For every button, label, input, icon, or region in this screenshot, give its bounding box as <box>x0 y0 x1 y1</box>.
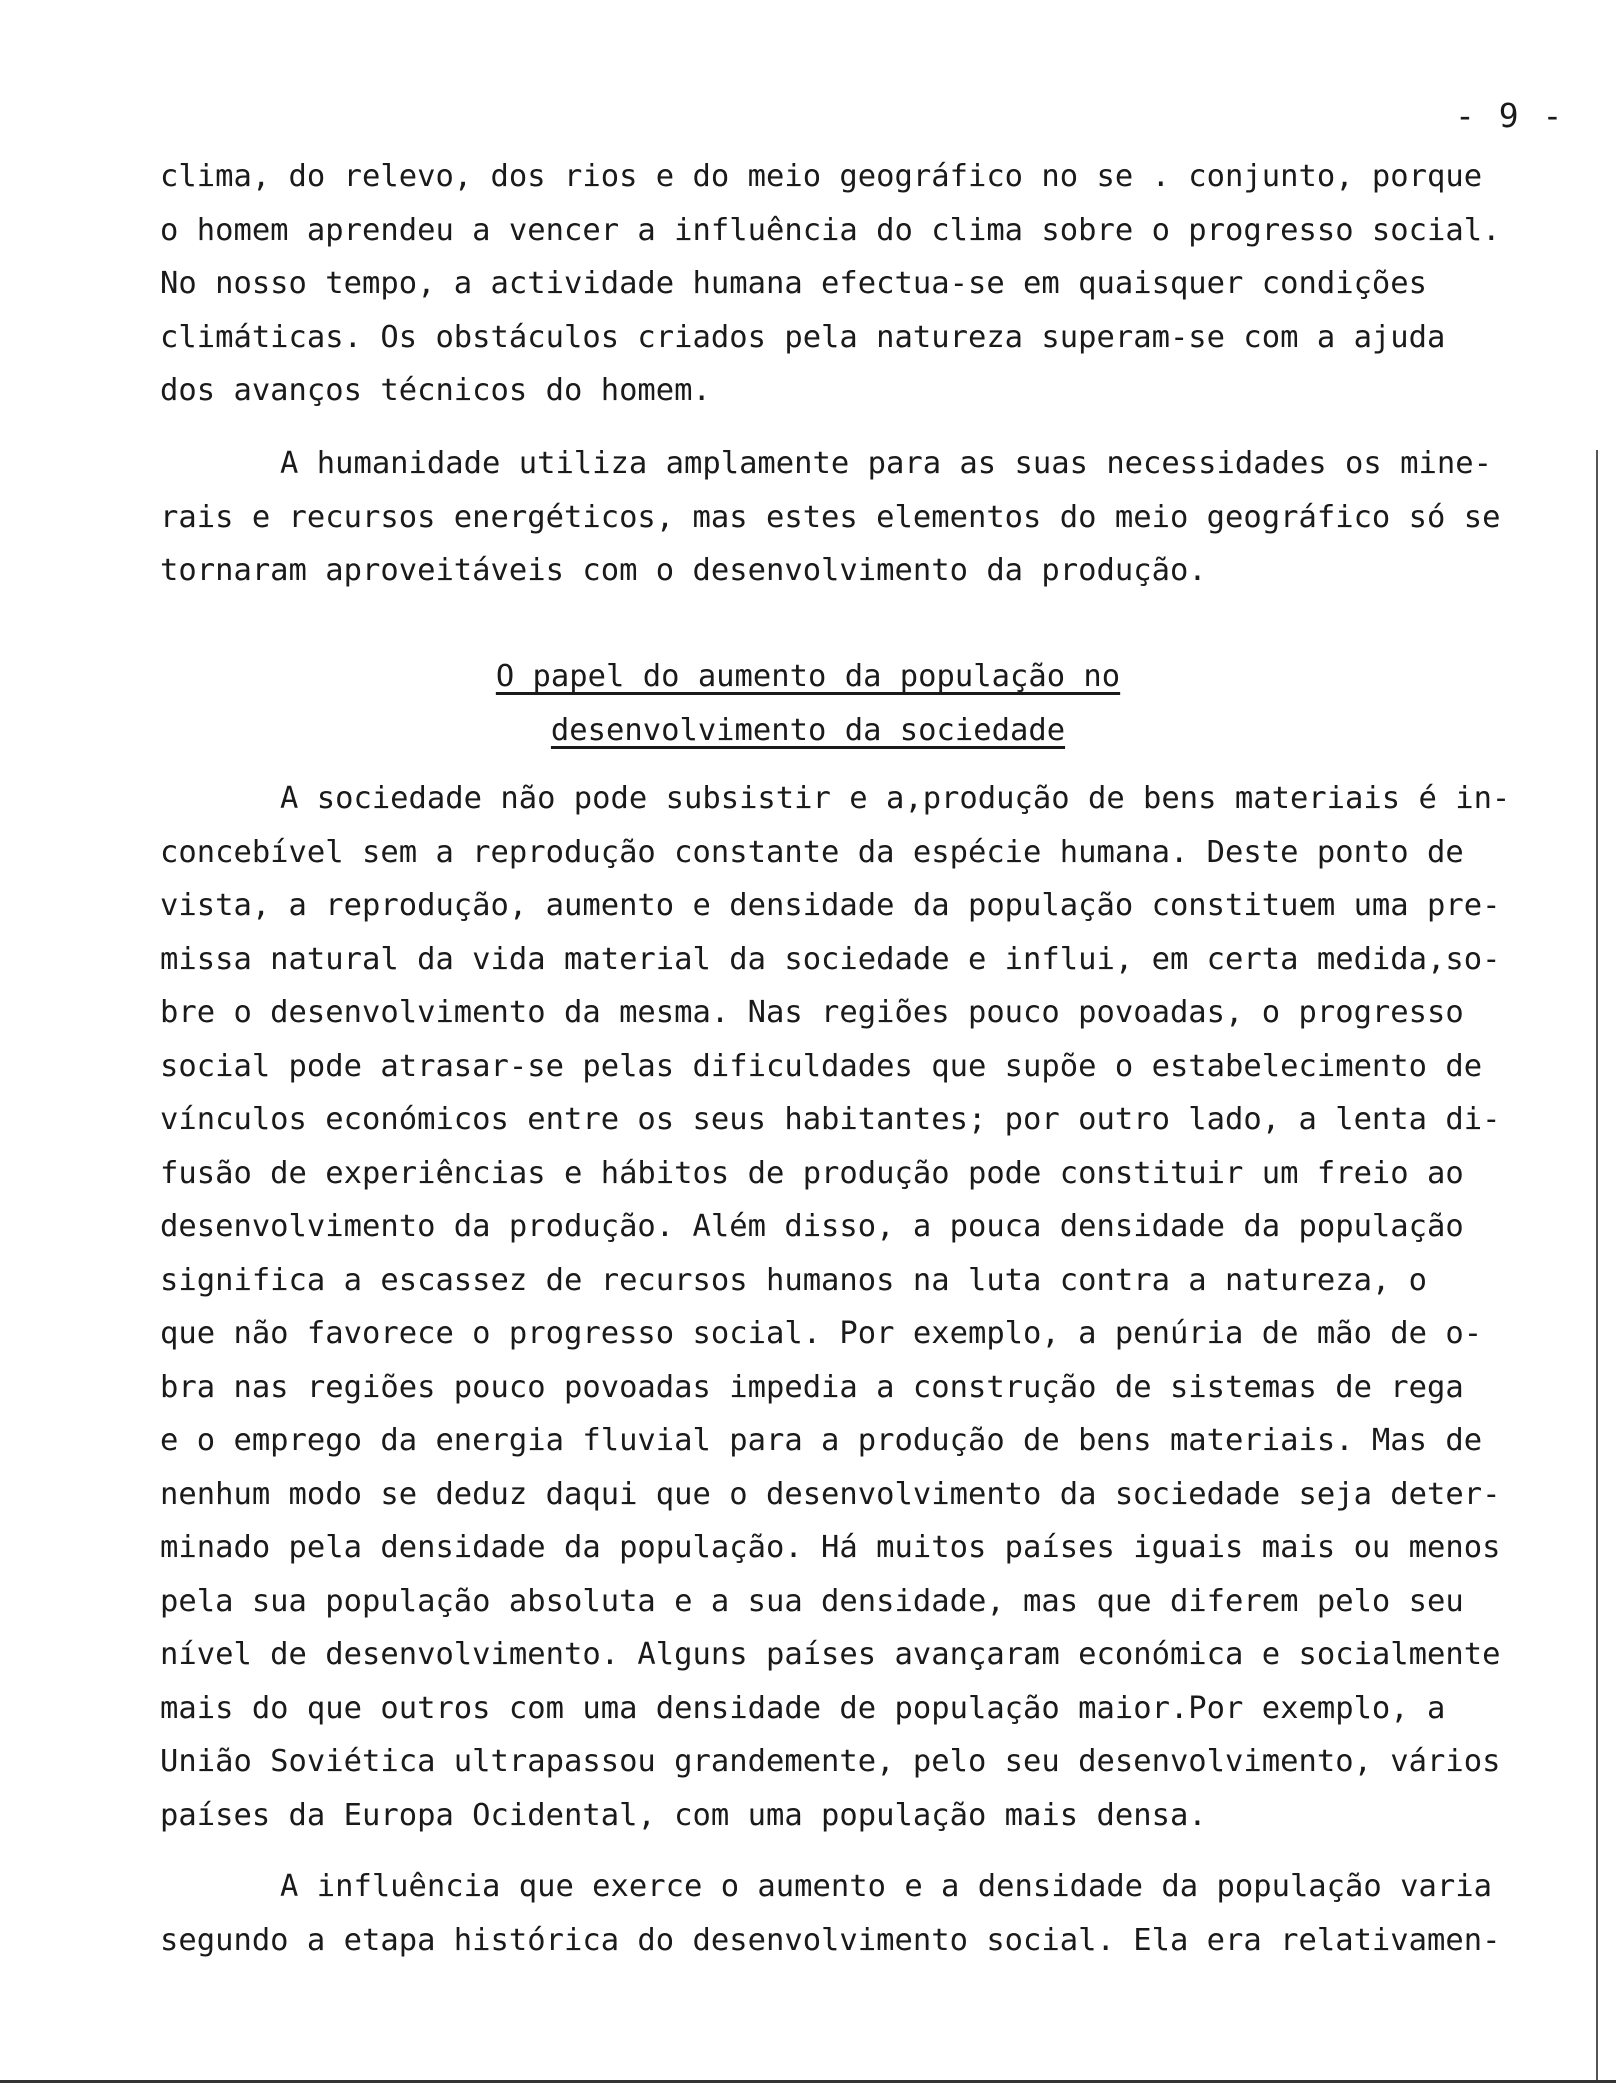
text-line: União Soviética ultrapassou grandemente, pelo seu desenvolvimento, vários <box>160 1744 1501 1779</box>
text-line: países da Europa Ocidental, com uma população mais densa. <box>160 1797 1207 1833</box>
text-line: pela sua população absoluta e a sua densidade, mas que diferem pelo seu <box>160 1583 1464 1619</box>
text-line: segundo a etapa histórica do desenvolvimento social. Ela era relativamen- <box>160 1922 1501 1958</box>
bottom-edge-rule <box>0 2080 1616 2083</box>
text-line: A sociedade não pode subsistir e a,produção de bens materiais é in- <box>280 781 1511 816</box>
text-line: dos avanços técnicos do homem. <box>160 373 711 408</box>
text-line: o homem aprendeu a vencer a influência do clima sobre o progresso social. <box>160 212 1501 248</box>
section-heading-text: desenvolvimento da sociedade <box>550 713 1066 748</box>
paragraph-2 <box>160 437 1600 598</box>
section-heading-line-2 <box>0 704 1616 758</box>
paragraph-3 <box>160 772 1600 1842</box>
text-line: vínculos económicos entre os seus habitantes; por outro lado, a lenta di- <box>160 1102 1501 1137</box>
text-line: missa natural da vida material da sociedade e influi, em certa medida,so- <box>160 941 1501 977</box>
paragraph-4 <box>160 1860 1600 1967</box>
page-number: - 9 - <box>1455 96 1565 135</box>
text-line: bre o desenvolvimento da mesma. Nas regiões pouco povoadas, o progresso <box>160 995 1464 1030</box>
text-line: rais e recursos energéticos, mas estes elementos do meio geográfico só se <box>160 499 1501 535</box>
text-line: tornaram aproveitáveis com o desenvolvimento da produção. <box>160 553 1207 588</box>
text-line: significa a escassez de recursos humanos na luta contra a natureza, o <box>160 1262 1428 1298</box>
text-line: e o emprego da energia fluvial para a produção de bens materiais. Mas de <box>160 1423 1483 1458</box>
text-line: concebível sem a reprodução constante da espécie humana. Deste ponto de <box>160 834 1464 870</box>
text-line: que não favorece o progresso social. Por exemplo, a penúria de mão de o- <box>160 1316 1483 1351</box>
text-line: nível de desenvolvimento. Alguns países avançaram económica e socialmente <box>160 1637 1501 1672</box>
text-line: No nosso tempo, a actividade humana efectua-se em quaisquer condições <box>160 266 1428 301</box>
text-line: climáticas. Os obstáculos criados pela natureza superam-se com a ajuda <box>160 319 1446 355</box>
text-line: fusão de experiências e hábitos de produção pode constituir um freio ao <box>160 1155 1464 1191</box>
text-line: mais do que outros com uma densidade de população maior.Por exemplo, a <box>160 1690 1446 1726</box>
text-line: A influência que exerce o aumento e a densidade da população varia <box>280 1869 1492 1904</box>
text-line: minado pela densidade da população. Há muitos países iguais mais ou menos <box>160 1530 1501 1565</box>
text-line: desenvolvimento da produção. Além disso, a pouca densidade da população <box>160 1209 1464 1244</box>
right-margin-rule <box>1596 450 1598 2080</box>
text-line: vista, a reprodução, aumento e densidade da população constituem uma pre- <box>160 888 1501 923</box>
text-line: nenhum modo se deduz daqui que o desenvolvimento da sociedade seja deter- <box>160 1476 1501 1512</box>
text-line: bra nas regiões pouco povoadas impedia a construção de sistemas de rega <box>160 1369 1464 1405</box>
paragraph-1 <box>160 150 1600 418</box>
section-heading-text: O papel do aumento da população no <box>495 659 1121 694</box>
text-line: social pode atrasar-se pelas dificuldades que supõe o estabelecimento de <box>160 1048 1483 1084</box>
section-heading-line-1 <box>0 650 1616 704</box>
text-line: A humanidade utiliza amplamente para as suas necessidades os mine- <box>280 446 1492 481</box>
text-line: clima, do relevo, dos rios e do meio geográfico no se . conjunto, porque <box>160 159 1483 194</box>
